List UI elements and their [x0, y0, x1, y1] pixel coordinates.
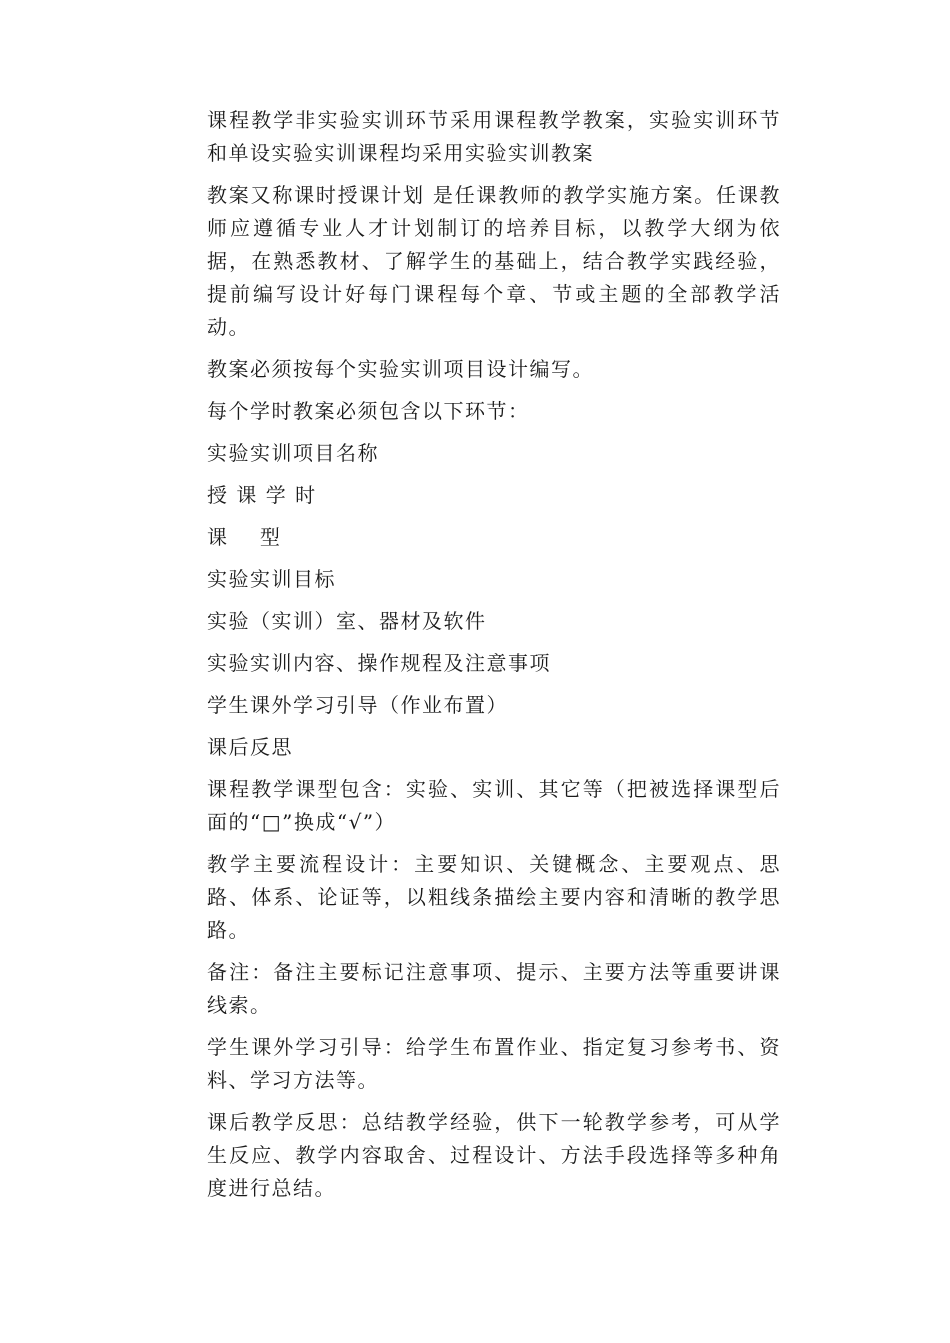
paragraph-homework-guidance: 学生课外学习引导：给学生布置作业、指定复习参考书、资料、学习方法等。 [207, 1035, 781, 1092]
list-item-hours: 授 课 学 时 [207, 483, 317, 507]
list-item-objectives: 实验实训目标 [207, 567, 336, 591]
paragraph-sections-heading: 每个学时教案必须包含以下环节： [207, 399, 530, 423]
paragraph-definition: 教案又称课时授课计划 是任课教师的教学实施方案。任课教师应遵循专业人才计划制订的培养目标，以教学大纲为依据，在熟悉教材、了解学生的基础上，结合教学实践经验，提前编写设计好每门课程每个章、节或主题的全部教学活动。 [207, 183, 781, 339]
list-item-content-procedures: 实验实训内容、操作规程及注意事项 [207, 651, 551, 675]
list-item-reflection: 课后反思 [207, 735, 293, 759]
paragraph-teaching-reflection: 课后教学反思：总结教学经验，供下一轮教学参考，可从学生反应、教学内容取舍、过程设计、方法手段选择等多种角度进行总结。 [207, 1110, 781, 1200]
paragraph-intro: 课程教学非实验实训环节采用课程教学教案，实验实训环节和单设实验实训课程均采用实验实训教案 [207, 108, 781, 165]
paragraph-notes: 备注：备注主要标记注意事项、提示、主要方法等重要讲课线索。 [207, 960, 781, 1017]
paragraph-process-design: 教学主要流程设计：主要知识、关键概念、主要观点、思路、体系、论证等，以粗线条描绘主要内容和清晰的教学思路。 [207, 852, 781, 942]
list-item-project-name: 实验实训项目名称 [207, 441, 379, 465]
paragraph-course-types: 课程教学课型包含：实验、实训、其它等（把被选择课型后面的“□”换成“√”） [207, 777, 781, 834]
paragraph-requirement: 教案必须按每个实验实训项目设计编写。 [207, 357, 594, 381]
list-item-homework: 学生课外学习引导（作业布置） [207, 693, 508, 717]
list-item-course-type: 课 型 [207, 525, 282, 549]
list-item-lab-equipment: 实验（实训）室、器材及软件 [207, 609, 487, 633]
document-body [207, 104, 781, 1214]
